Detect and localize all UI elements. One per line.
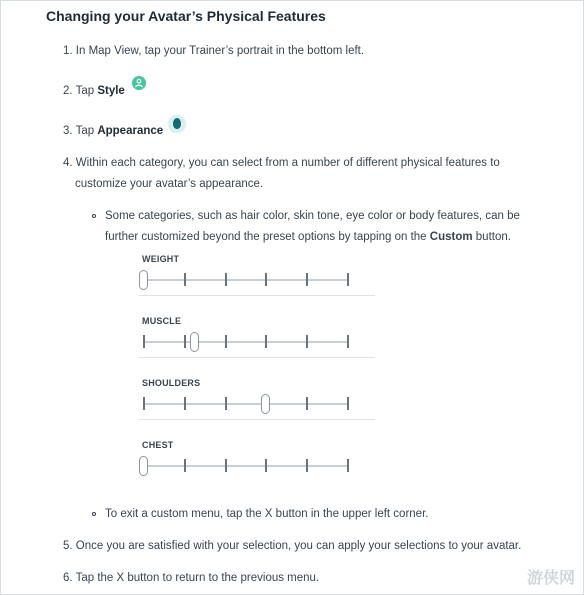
- step-4-line-2: customize your avatar’s appearance.: [75, 178, 264, 190]
- bullet-1-line-2: [105, 227, 511, 248]
- step-3-text: 3. Tap: [63, 125, 98, 137]
- page-title: Changing your Avatar’s Physical Features: [46, 8, 326, 24]
- divider: [139, 419, 375, 420]
- bullet-2: To exit a custom menu, tap the X button in the upper left corner.: [105, 508, 429, 520]
- style-label: Style: [97, 85, 125, 97]
- bullet-1-text: further customized beyond the preset options by tapping on the: [105, 231, 430, 243]
- step-1: 1. In Map View, tap your Trainer’s portrait in the bottom left.: [63, 45, 365, 57]
- watermark: 游侠网: [526, 570, 575, 587]
- step-6: 6. Tap the X button to return to the previous menu.: [63, 572, 320, 584]
- slider-tick: [347, 335, 349, 348]
- custom-label: Custom: [429, 231, 473, 243]
- slider-tick: [184, 273, 186, 286]
- slider-tick: [265, 273, 267, 286]
- slider-tick: [347, 397, 349, 410]
- appearance-droplet-icon: [167, 114, 187, 134]
- step-4-line-1: 4. Within each category, you can select from a number of different physical features to: [63, 157, 500, 169]
- divider: [139, 295, 375, 296]
- slider-thumb[interactable]: [261, 394, 270, 414]
- slider-shoulders: [139, 378, 375, 440]
- slider-tick: [184, 397, 186, 410]
- slider-thumb[interactable]: [139, 270, 148, 290]
- style-person-icon: [132, 76, 146, 90]
- slider-tick: [143, 397, 145, 410]
- slider-tick: [265, 459, 267, 472]
- bullet-1-line-1: Some categories, such as hair color, skin tone, eye color or body features, can be: [105, 210, 520, 222]
- slider-label: MUSCLE: [142, 316, 182, 326]
- slider-tick: [184, 335, 186, 348]
- step-2: [63, 81, 125, 102]
- slider-tick: [306, 335, 308, 348]
- slider-label: SHOULDERS: [142, 378, 201, 388]
- slider-tick: [306, 397, 308, 410]
- bullet-1-suffix: button.: [472, 231, 511, 243]
- divider: [139, 357, 375, 358]
- step-3: [63, 121, 163, 142]
- slider-tick: [225, 273, 227, 286]
- step-2-text: 2. Tap: [63, 85, 98, 97]
- appearance-label: Appearance: [97, 125, 164, 137]
- slider-track: [143, 403, 349, 405]
- bullet-marker: [92, 512, 96, 516]
- slider-weight: [139, 254, 375, 316]
- step-5: 5. Once you are satisfied with your selection, you can apply your selections to your avatar.: [63, 540, 522, 552]
- slider-tick: [225, 459, 227, 472]
- bullet-marker: [92, 214, 96, 218]
- slider-label: WEIGHT: [142, 254, 180, 264]
- slider-tick: [225, 335, 227, 348]
- slider-tick: [184, 459, 186, 472]
- slider-track: [143, 341, 349, 343]
- slider-tick: [265, 335, 267, 348]
- slider-track: [143, 279, 349, 281]
- slider-track: [143, 465, 349, 467]
- slider-chest: [139, 440, 375, 502]
- slider-tick: [347, 459, 349, 472]
- slider-label: CHEST: [142, 440, 174, 450]
- slider-thumb[interactable]: [139, 456, 148, 476]
- slider-tick: [143, 335, 145, 348]
- slider-muscle: [139, 316, 375, 378]
- slider-tick: [306, 459, 308, 472]
- slider-tick: [225, 397, 227, 410]
- slider-tick: [306, 273, 308, 286]
- slider-thumb[interactable]: [190, 332, 199, 352]
- slider-tick: [347, 273, 349, 286]
